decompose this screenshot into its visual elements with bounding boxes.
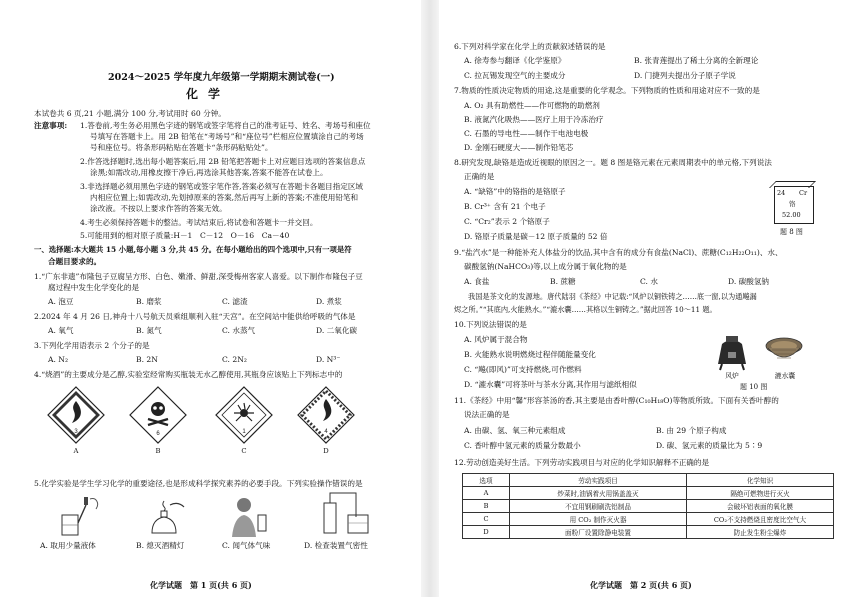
option: D. 门捷列夫提出分子原子学说 [634, 71, 736, 80]
option: D. N³⁻ [316, 355, 341, 364]
question-9: 9.“盐汽水”是一种能补充人体盐分的饮品,其中含有的成分有食盐(NaCl)、蔗糖(C₁₂H₂₂O₁₁)、水、 [454, 248, 783, 257]
page-footer: 化学试题 第 2 页(共 6 页) [590, 580, 692, 590]
note-line: 涂黑;如需改动,用橡皮擦干净后,再选涂其他答案,答案不能答在试卷上。 [90, 168, 328, 177]
exam-page-2 [440, 0, 860, 597]
note-line: 3.非选择题必须用黑色字迹的钢笔或签字笔作答,答案必须写在答题卡各题目指定区域 [80, 182, 364, 191]
element-cell-chromium [774, 186, 814, 224]
note-line: 1.答卷前,考生务必用黑色字迹的钢笔或签字笔将自己的准考证号、姓名、考场号和座位 [80, 121, 371, 130]
question-5: 5.化学实验是学生学习化学的重要途径,也是形成科学探究素养的必要手段。下列实验操作错误的是 [34, 479, 363, 488]
page-gutter [421, 0, 439, 597]
wind-stove-illustration [710, 330, 754, 370]
option: A. N₂ [48, 355, 69, 364]
option: A. 食盐 [464, 277, 490, 286]
subject-title: 化学 [186, 87, 231, 101]
intro-line: 本试卷共 6 页,21 小题,满分 100 分,考试用时 60 分钟。 [34, 109, 226, 118]
reading-passage-cont: 烬之所。”“其底内,火能熟水。”“漉水囊……其格以生铜铸之。”据此回答 10～11 题。 [454, 305, 717, 314]
hazard-class-number: 1 [242, 429, 246, 435]
figure-caption: 题 8 图 [780, 228, 803, 236]
note-line: 号和座位号。将条形码粘贴在答题卡“条形码粘贴处”。 [90, 143, 273, 152]
option: A. 氧气 [48, 326, 74, 335]
option: A. 徐寿参与翻译《化学鉴原》 [464, 56, 566, 65]
exam-title: 2024～2025 学年度九年级第一学期期末测试卷(一) [108, 72, 335, 83]
table-row [463, 500, 834, 513]
note-line: 涂改液。不按以上要求作答的答案无效。 [90, 204, 227, 213]
table-cell: C [463, 513, 510, 526]
question-7: 7.物质的性质决定物质的用途,这是重要的化学观念。下列物质的性质和用途对应不一致的是 [454, 86, 760, 95]
option: C. 2N₂ [222, 355, 247, 364]
explosive-sign [212, 385, 276, 447]
table-row [463, 526, 834, 539]
option: C. 水蒸气 [222, 326, 256, 335]
hazard-class-number: 4 [324, 429, 328, 435]
note-line: 4.考生必须保持答题卡的整洁。考试结束后,将试卷和答题卡一并交回。 [80, 218, 318, 227]
tea-strainer-illustration [762, 332, 808, 368]
option: C. 闻气体气味 [222, 541, 271, 550]
table-header-cell: 化学知识 [687, 474, 834, 487]
option: A. 取用少量液体 [40, 541, 96, 550]
option: B. 火能熟水说明燃烧过程伴随能量变化 [464, 350, 596, 359]
table-cell: D [463, 526, 510, 539]
question-8-cont: 正确的是 [464, 172, 495, 181]
question-11: 11.《茶经》中用“馨”形容茶汤的香,其主要是由香叶醇(C₁₀H₁₈O)等物质所致。下面有关香叶醇的 [454, 396, 779, 405]
option: B. 液氮汽化吸热——医疗上用于冷冻治疗 [464, 115, 604, 124]
note-line: 内相应位置上;如需改动,先划掉原来的答案,然后再写上新的答案;不准使用铅笔和 [90, 193, 359, 202]
option: D. 金刚石硬度大——制作铅笔芯 [464, 143, 574, 152]
question-6: 6.下列对科学家在化学上的贡献叙述错误的是 [454, 42, 606, 51]
option: D. 碳、氢元素的质量比为 5∶9 [656, 441, 763, 450]
option: C. “飚(即风)”可支持燃烧,可作燃料 [464, 365, 582, 374]
option: D. “漉水囊”可将茶叶与茶水分离,其作用与滤纸相似 [464, 380, 637, 389]
table-cell: 炒菜时,油锅着火用锅盖盖灭 [510, 487, 687, 500]
option: D. 煮浆 [316, 297, 342, 306]
table-cell: CO₂不支持燃烧且密度比空气大 [687, 513, 834, 526]
airtightness-setup-illustration [316, 487, 374, 539]
option: C. “Cr₂”表示 2 个铬原子 [464, 217, 550, 226]
option: D. 二氧化碳 [316, 326, 358, 335]
element-name: 铬 [789, 200, 796, 208]
atomic-number: 24 [777, 189, 786, 197]
dropper-illustration [56, 493, 106, 539]
notes-heading: 注意事项: [34, 121, 68, 130]
option: C. 拉瓦锡发现空气的主要成分 [464, 71, 566, 80]
note-line: 号填写在答题卡上。用 2B 铅笔在“考场号”和“座位号”栏相应位置填涂自己的考场 [90, 132, 364, 141]
option: A. 泡豆 [48, 297, 74, 306]
table-cell: B [463, 500, 510, 513]
table-header-cell: 劳动实践项目 [510, 474, 687, 487]
question-10: 10.下列说法错误的是 [454, 320, 527, 329]
figure-label: 风炉 [725, 372, 739, 380]
question-12: 12.劳动创造美好生活。下列劳动实践项目与对应的化学知识解释不正确的是 [454, 458, 710, 467]
hazard-class-number: 6 [156, 431, 160, 437]
question-11-cont: 说法正确的是 [464, 410, 510, 419]
table-cell: A [463, 487, 510, 500]
option: A. 由碳、氢、氧三种元素组成 [464, 426, 566, 435]
question-2: 2.2024 年 4 月 26 日,神舟十八号航天员乘组顺利入驻“天宫”。在空间站中能供给呼吸的气体是 [34, 312, 356, 321]
section-heading-cont: 合题目要求的。 [48, 257, 102, 266]
flammable-liquid-sign [44, 385, 108, 447]
option: A. “缺铬”中的铬指的是铬原子 [464, 187, 566, 196]
option: B. 张青莲提出了稀土分离的全新理论 [634, 56, 759, 65]
table-cell: 会破坏铝表面的氧化膜 [687, 500, 834, 513]
table-cell: 不宜用钢刷刷洗铝制品 [510, 500, 687, 513]
table-cell: 用 CO₂ 制作灭火器 [510, 513, 687, 526]
option-label: A [73, 447, 79, 455]
option: D. 碳酸氢钠 [728, 277, 770, 286]
option: C. 石墨的导电性——制作干电池电极 [464, 129, 589, 138]
question-9-cont: 碳酸氢钠(NaHCO₃)等,以上成分属于氧化物的是 [464, 262, 627, 271]
option: B. 熄灭酒精灯 [136, 541, 185, 550]
note-line: 2.作答选择题时,选出每小题答案后,用 2B 铅笔把答题卡上对应题目选项的答案信息点 [80, 157, 366, 166]
question-1-cont: 腐过程中发生化学变化的是 [48, 283, 140, 292]
option: C. 香叶醇中氢元素的质量分数最小 [464, 441, 581, 450]
option-label: B [155, 447, 161, 455]
option: B. 蔗糖 [550, 277, 576, 286]
smelling-gas-illustration [224, 493, 274, 539]
question-3: 3.下列化学用语表示 2 个分子的是 [34, 341, 150, 350]
question-1: 1.“广东非遗”布隆包子豆腐呈方形、白色、嫩滑、鲜甜,深受梅州客家人喜爱。以下制作布隆包子豆 [34, 272, 363, 281]
cell-3d-edge [769, 181, 816, 188]
option: B. 磨浆 [136, 297, 162, 306]
table-header-row [463, 474, 834, 487]
table-cell: 隔绝可燃物进行灭火 [687, 487, 834, 500]
option-label: D [323, 447, 329, 455]
table-row [463, 487, 834, 500]
option: B. 由 29 个原子构成 [656, 426, 727, 435]
page-footer: 化学试题 第 1 页(共 6 页) [150, 580, 252, 590]
option: D. 铬原子质量是碳－12 原子质量的 52 倍 [464, 232, 608, 241]
table-header-cell: 选项 [463, 474, 510, 487]
option: B. 氮气 [136, 326, 162, 335]
section-heading: 一、选择题:本大题共 15 小题,每小题 3 分,共 45 分。在每小题给出的四个选项中,只有一项是符 [34, 245, 352, 254]
option: C. 滤渣 [222, 297, 248, 306]
figure-caption: 题 10 图 [740, 383, 768, 391]
option-label: C [241, 447, 247, 455]
question-4: 4.“烧酒”的主要成分是乙醇,实验室经常购买瓶装无水乙醇使用,其瓶身应该贴上下列标志中的 [34, 370, 343, 379]
table-cell: 面粉厂设置除静电装置 [510, 526, 687, 539]
flammable-solid-sign [294, 385, 358, 447]
exam-page-1 [0, 0, 420, 597]
option: C. 水 [640, 277, 658, 286]
note-line: 5.可能用到的相对原子质量:H－1 C－12 O－16 Ca－40 [80, 231, 290, 240]
reading-passage: 我国是茶文化的发源地。唐代陆羽《茶经》中记载:“风炉以铜铁铸之……底一窗,以为通飚漏 [468, 292, 757, 301]
option: A. 风炉属于混合物 [464, 335, 528, 344]
option: D. 检查装置气密性 [304, 541, 368, 550]
hazard-class-number: 3 [74, 429, 78, 435]
question-8: 8.研究发现,缺铬是造成近视眼的原因之一。题 8 图是铬元素在元素周期表中的单元格,下列说法 [454, 158, 772, 167]
option: A. O₂ 具有助燃性——作可燃物的助燃剂 [464, 101, 600, 110]
labor-practice-table [462, 473, 834, 539]
figure-label: 漉水囊 [774, 372, 796, 380]
element-symbol: Cr [799, 189, 808, 197]
option: B. 2N [136, 355, 158, 364]
atomic-mass: 52.00 [782, 211, 801, 219]
table-row [463, 513, 834, 526]
table-cell: 防止发生粉尘爆炸 [687, 526, 834, 539]
alcohol-lamp-illustration [140, 493, 190, 539]
option: B. Cr³⁺ 含有 21 个电子 [464, 202, 546, 211]
toxic-sign [126, 385, 190, 447]
